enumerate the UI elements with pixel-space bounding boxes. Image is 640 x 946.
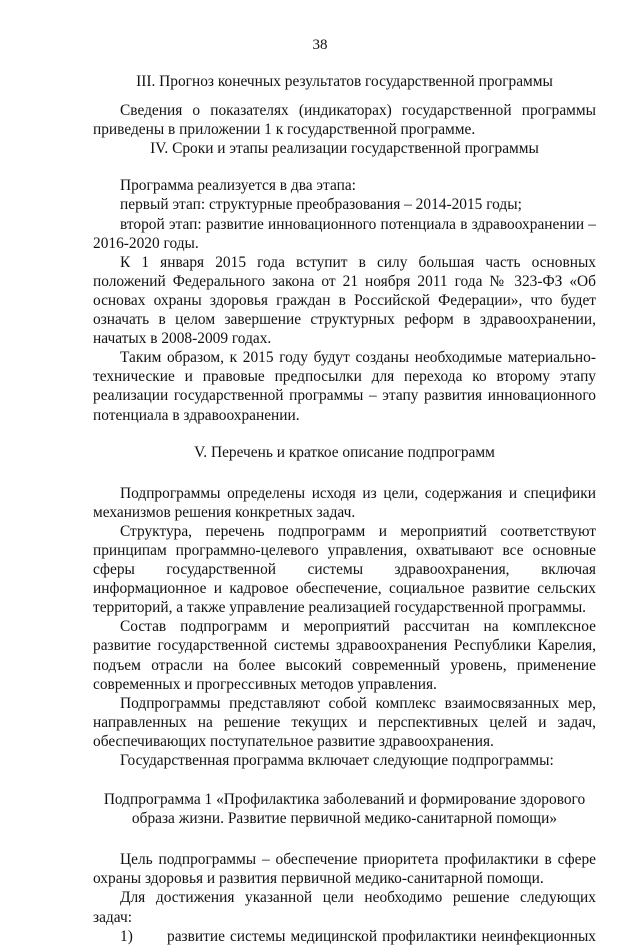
paragraph: Подпрограммы представляют собой комплекс взаимосвязанных мер, направленных на решение текущих и перспективных целей и задач, обеспечивающих поступательное развитие здравоохранения. bbox=[93, 694, 596, 750]
subprogram-title-line-2: образа жизни. Развитие первичной медико-санитарной помощи» bbox=[131, 810, 558, 828]
page-number: 38 bbox=[312, 37, 328, 53]
section-heading-5: V. Перечень и краткое описание подпрограмм bbox=[194, 443, 495, 461]
section-heading-3: III. Прогноз конечных результатов государственной программы bbox=[136, 73, 553, 90]
paragraph: К 1 января 2015 года вступит в силу большая часть основных положений Федерального закона от 21 ноября 2011 года № 323-ФЗ «Об основах охраны здоровья граждан в Российской Федерации», что будет означать в целом завершение структурных реформ в здравоохранении, начатых в 2008-2009 годах. bbox=[93, 253, 596, 348]
paragraph: Для достижения указанной цели необходимо решение следующих задач: bbox=[93, 889, 596, 926]
paragraph: Сведения о показателях (индикаторах) государственной программы приведены в приложении 1 к государственной программе. bbox=[93, 102, 596, 139]
list-item bbox=[93, 927, 596, 946]
list-item-text: развитие системы медицинской профилактики неинфекционных bbox=[167, 927, 596, 945]
paragraph: Государственная программа включает следующие подпрограммы: bbox=[120, 752, 554, 769]
paragraph: Структура, перечень подпрограмм и мероприятий соответствуют принципам программно-целевого управления, охватывают все основные сферы государственной системы здравоохранения, включая информационное и кадровое обеспечение, социальное развитие сельских территорий, а также управление реализацией государственной программы. bbox=[93, 522, 596, 617]
subprogram-title-line-1: Подпрограмма 1 «Профилактика заболеваний и формирование здорового bbox=[103, 791, 586, 809]
document-body bbox=[93, 72, 596, 946]
list-item-number: 1) bbox=[120, 927, 133, 945]
paragraph: Подпрограммы определены исходя из цели, содержания и специфики механизмов решения конкретных задач. bbox=[93, 484, 596, 521]
paragraph: первый этап: структурные преобразования – 2014-2015 годы; bbox=[120, 196, 522, 214]
paragraph: Цель подпрограммы – обеспечение приоритета профилактики в сфере охраны здоровья и развития первичной медико-санитарной помощи. bbox=[93, 851, 596, 888]
paragraph: Таким образом, к 2015 году будут созданы необходимые материально-технические и правовые предпосылки для перехода ко второму этапу реализации государственной программы – этапу развития инновационного потенциала в здравоохранении. bbox=[93, 349, 596, 424]
paragraph: Состав подпрограмм и мероприятий рассчитан на комплексное развитие государственной системы здравоохранения Республики Карелия, подъем отрасли на более высокий современный уровень, применение современных и прогрессивных методов управления. bbox=[93, 618, 596, 693]
paragraph: второй этап: развитие инновационного потенциала в здравоохранении – 2016-2020 годы. bbox=[93, 215, 596, 252]
paragraph: Программа реализуется в два этапа: bbox=[120, 177, 356, 195]
section-heading-4: IV. Сроки и этапы реализации государственной программы bbox=[150, 140, 539, 158]
